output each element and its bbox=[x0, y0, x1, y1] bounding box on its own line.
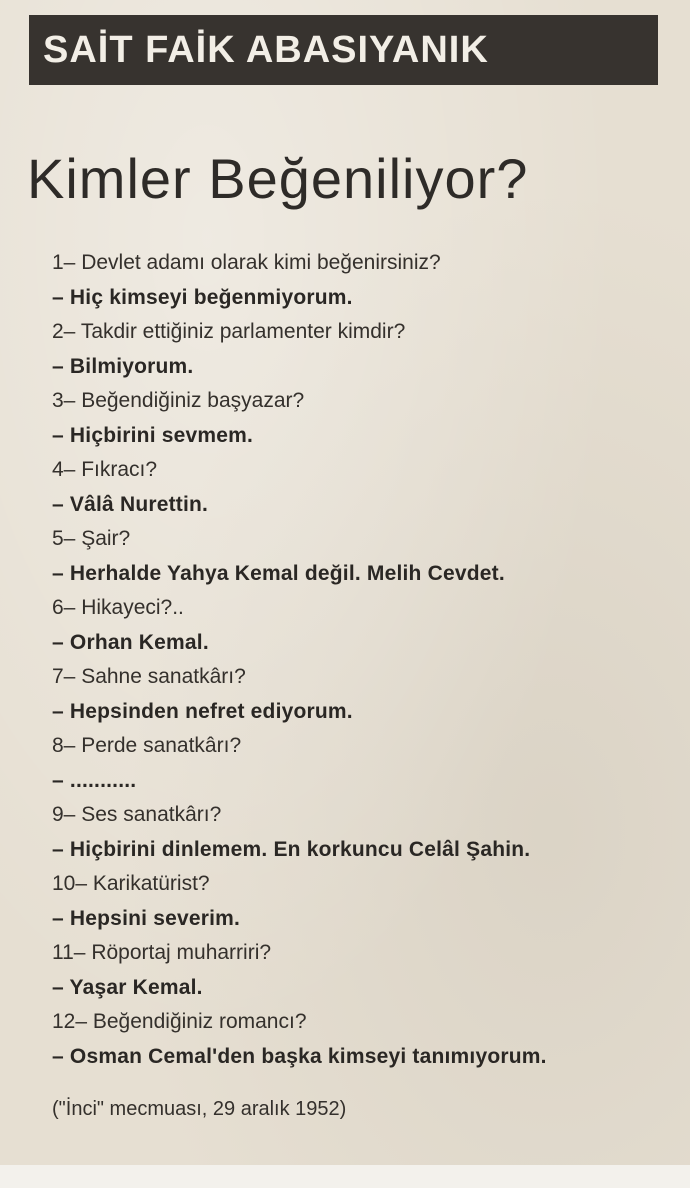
question-line: 9– Ses sanatkârı? bbox=[52, 803, 222, 826]
question-line: 3– Beğendiğiniz başyazar? bbox=[52, 389, 305, 412]
question-line: 8– Perde sanatkârı? bbox=[52, 734, 242, 757]
answer-line: – Hiçbirini sevmem. bbox=[52, 423, 254, 447]
answer-line: – Hiçbirini dinlemem. En korkuncu Celâl Şahin. bbox=[52, 837, 531, 861]
question-line: 5– Şair? bbox=[52, 527, 131, 550]
author-header-bar bbox=[29, 15, 658, 85]
question-line: 1– Devlet adamı olarak kimi beğenirsiniz? bbox=[52, 251, 441, 274]
answer-line: – Vâlâ Nurettin. bbox=[52, 492, 209, 516]
interview-qa-list bbox=[52, 246, 682, 1074]
author-name: SAİT FAİK ABASIYANIK bbox=[43, 28, 489, 71]
answer-line: – Yaşar Kemal. bbox=[52, 975, 203, 999]
answer-line: – Hepsini severim. bbox=[52, 906, 241, 930]
question-line: 12– Beğendiğiniz romancı? bbox=[52, 1010, 307, 1033]
question-line: 6– Hikayeci?.. bbox=[52, 596, 184, 619]
question-line: 7– Sahne sanatkârı? bbox=[52, 665, 246, 688]
question-line: 11– Röportaj muharriri? bbox=[52, 941, 272, 964]
answer-line: – Herhalde Yahya Kemal değil. Melih Cevdet. bbox=[52, 561, 505, 585]
answer-line: – Hiç kimseyi beğenmiyorum. bbox=[52, 285, 353, 309]
answer-line: – Bilmiyorum. bbox=[52, 354, 194, 378]
question-line: 4– Fıkracı? bbox=[52, 458, 158, 481]
question-line: 2– Takdir ettiğiniz parlamenter kimdir? bbox=[52, 320, 406, 343]
answer-line: – Osman Cemal'den başka kimseyi tanımıyorum. bbox=[52, 1044, 547, 1068]
answer-line: – ........... bbox=[52, 768, 137, 792]
page-bottom-edge bbox=[0, 1165, 690, 1188]
answer-line: – Orhan Kemal. bbox=[52, 630, 209, 654]
source-citation: ("İnci" mecmuası, 29 aralık 1952) bbox=[52, 1098, 347, 1120]
answer-line: – Hepsinden nefret ediyorum. bbox=[52, 699, 353, 723]
question-line: 10– Karikatürist? bbox=[52, 872, 210, 895]
article-title: Kimler Beğeniliyor? bbox=[27, 146, 529, 210]
